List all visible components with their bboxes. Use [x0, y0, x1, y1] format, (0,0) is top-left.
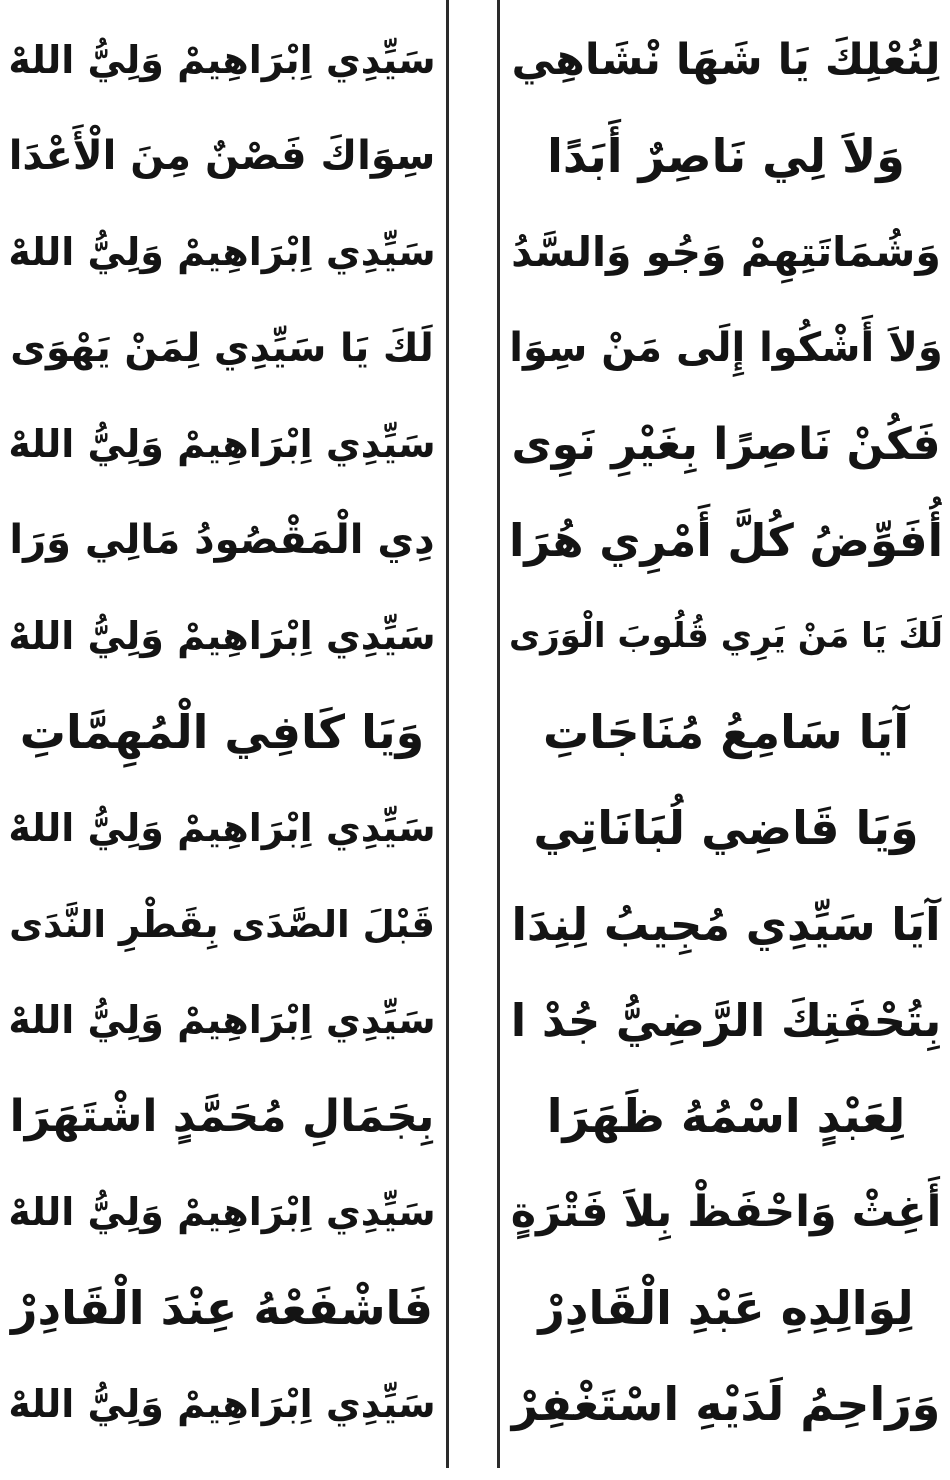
right-line-7: لَكَ يَا مَنْ يَرِي قُلُوبَ الْوَرَى — [509, 616, 943, 656]
right-column — [508, 0, 944, 1480]
right-line-4: وَلاَ أَشْكُوا إِلَى مَنْ سِوَا — [509, 325, 943, 371]
column-divider-left — [446, 0, 449, 1468]
right-line-3: وَشُمَاتَتِهِمْ وَجُو وَالسَّدُ — [511, 228, 941, 276]
left-line-7: سَيِّدِي اِبْرَاهِيمْ وَلِيُّ اللهْ — [8, 614, 436, 658]
right-line-5: فَكُنْ نَاصِرًا بِغَيْرِ نَوِى — [511, 418, 941, 470]
right-line-2: وَلاَ لِي نَاصِرٌ أَبَدًا — [547, 129, 905, 183]
right-line-9: وَيَا قَاضِي لُبَانَاتِي — [533, 801, 919, 855]
left-line-8: وَيَا كَافِي الْمُهِمَّاتِ — [19, 705, 425, 759]
left-line-6: دِي الْمَقْصُودُ مَالِي وَرَا — [9, 517, 435, 563]
left-line-1: سَيِّدِي اِبْرَاهِيمْ وَلِيُّ اللهْ — [8, 38, 436, 82]
right-line-11: بِتُحْفَتِكَ الرَّضِيُّ جُدْ ا — [510, 993, 942, 1047]
left-line-3: سَيِّدِي اِبْرَاهِيمْ وَلِيُّ اللهْ — [8, 230, 436, 274]
right-line-13: أَغِثْ وَاحْفَظْ بِلاَ فَتْرَةٍ — [510, 1187, 942, 1237]
left-column — [6, 0, 438, 1480]
left-line-5: سَيِّدِي اِبْرَاهِيمْ وَلِيُّ اللهْ — [8, 422, 436, 466]
right-line-10: آيَا سَيِّدِي مُجِيبُ لِنِدَا — [511, 897, 941, 951]
left-line-9: سَيِّدِي اِبْرَاهِيمْ وَلِيُّ اللهْ — [8, 806, 436, 850]
right-line-14: لِوَالِدِهِ عَبْدِ الْقَادِرْ — [538, 1281, 914, 1335]
right-line-15: وَرَاحِمُ لَدَيْهِ اسْتَغْفِرْ — [511, 1377, 941, 1431]
left-line-15: سَيِّدِي اِبْرَاهِيمْ وَلِيُّ اللهْ — [8, 1382, 436, 1426]
left-line-13: سَيِّدِي اِبْرَاهِيمْ وَلِيُّ اللهْ — [8, 1190, 436, 1234]
left-line-11: سَيِّدِي اِبْرَاهِيمْ وَلِيُّ اللهْ — [8, 998, 436, 1042]
right-line-1: لِنُعْلِكَ يَا شَهَا نْشَاهِي — [511, 35, 941, 85]
left-line-2: سِوَاكَ فَصْنٌ مِنَ الْأَعْدَا — [8, 133, 436, 179]
right-line-12: لِعَبْدٍ اسْمُهُ ظَهَرَا — [546, 1089, 906, 1143]
column-divider-right — [497, 0, 500, 1468]
left-line-10: قَبْلَ الصَّدَى بِقَطْرِ النَّدَى — [9, 902, 435, 946]
left-line-14: فَاشْفَعْهُ عِنْدَ الْقَادِرْ — [11, 1281, 433, 1335]
right-line-6: أُفَوِّضُ كُلَّ أَمْرِي هُرَا — [508, 513, 944, 567]
left-line-12: بِجَمَالِ مُحَمَّدٍ اشْتَهَرَا — [9, 1090, 435, 1142]
right-line-8: آيَا سَامِعُ مُنَاجَاتِ — [543, 705, 909, 759]
left-line-4: لَكَ يَا سَيِّدِي لِمَنْ يَهْوَى — [10, 325, 434, 371]
